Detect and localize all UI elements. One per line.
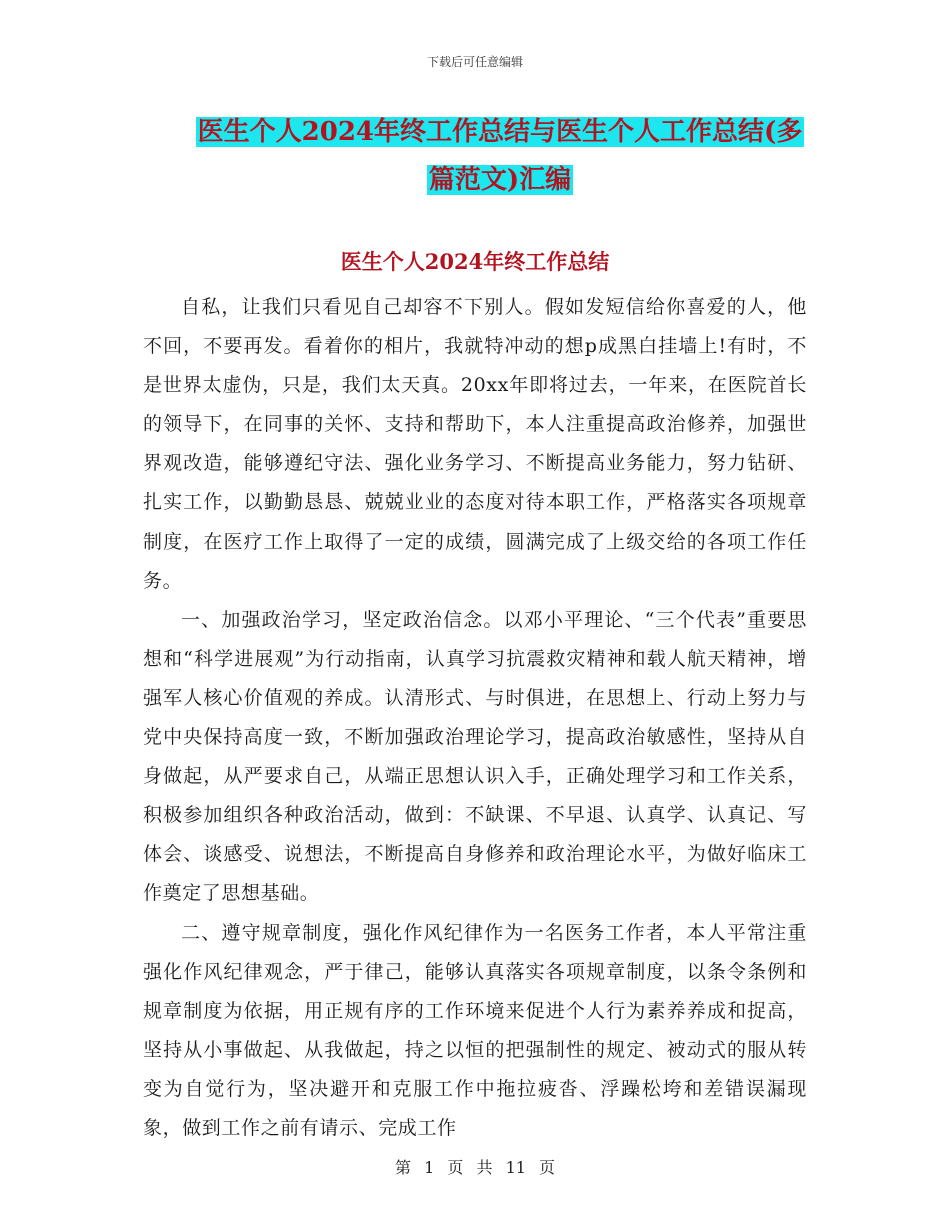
page-footer bbox=[0, 1155, 950, 1178]
section-title: 医生个人2024年终工作总结 bbox=[340, 249, 610, 274]
document-title-line1: 医生个人2024年终工作总结与医生个人工作总结(多 bbox=[197, 117, 803, 147]
document-title-line2: 篇范文)汇编 bbox=[428, 165, 572, 195]
body-text bbox=[143, 288, 807, 1148]
page-current: 1 bbox=[424, 1158, 435, 1177]
total-label: 共 bbox=[476, 1158, 493, 1177]
page-total: 11 bbox=[505, 1158, 526, 1177]
paragraph: 一、加强政治学习，坚定政治信念。以邓小平理论、“三个代表”重要思想和“科学进展观”为行动指南，认真学习抗震救灾精神和载人航天精神，增强军人核心价值观的养成。认清形式、与时俱进，在思想上、行动上努力与党中央保持高度一致，不断加强政治理论学习，提高政治敏感性，坚持从自身做起，从严要求自己，从端正思想认识入手，正确处理学习和工作关系，积极参加组织各种政治活动，做到：不缺课、不早退、认真学、认真记、写体会、谈感受、说想法，不断提高自身修养和政治理论水平，为做好临床工作奠定了思想基础。 bbox=[143, 608, 807, 905]
page-unit: 页 bbox=[447, 1158, 464, 1177]
paragraph: 二、遵守规章制度，强化作风纪律作为一名医务工作者，本人平常注重强化作风纪律观念，严于律己，能够认真落实各项规章制度，以条令条例和规章制度为依据，用正规有序的工作环境来促进个人行为素养养成和捉高，坚持从小事做起、从我做起，持之以恒的把强制性的规定、被动式的服从转变为自觉行为，坚决避开和克服工作中拖拉疲沓、浮躁松垮和差错误漏现象，做到工作之前有请示、完成工作 bbox=[143, 921, 807, 1139]
page-label: 第 bbox=[394, 1158, 411, 1177]
header-note: 下载后可任意编辑 bbox=[426, 55, 523, 69]
total-unit: 页 bbox=[539, 1158, 556, 1177]
document-title bbox=[160, 108, 840, 204]
paragraph: 自私，让我们只看见自己却容不下别人。假如发短信给你喜爱的人，他不回，不要再发。看着你的相片，我就特冲动的想p成黑白挂墙上!有时，不是世界太虚伪，只是，我们太天真。20xx年即将过去，一年来，在医院首长的领导下，在同事的关怀、支持和帮助下，本人注重提高政治修养，加强世界观改造，能够遵纪守法、强化业务学习、不断提高业务能力，努力钻研、扎实工作，以勤勤恳恳、兢兢业业的态度对待本职工作，严格落实各项规章制度，在医疗工作上取得了一定的成绩，圆满完成了上级交给的各项工作任务。 bbox=[143, 296, 807, 592]
